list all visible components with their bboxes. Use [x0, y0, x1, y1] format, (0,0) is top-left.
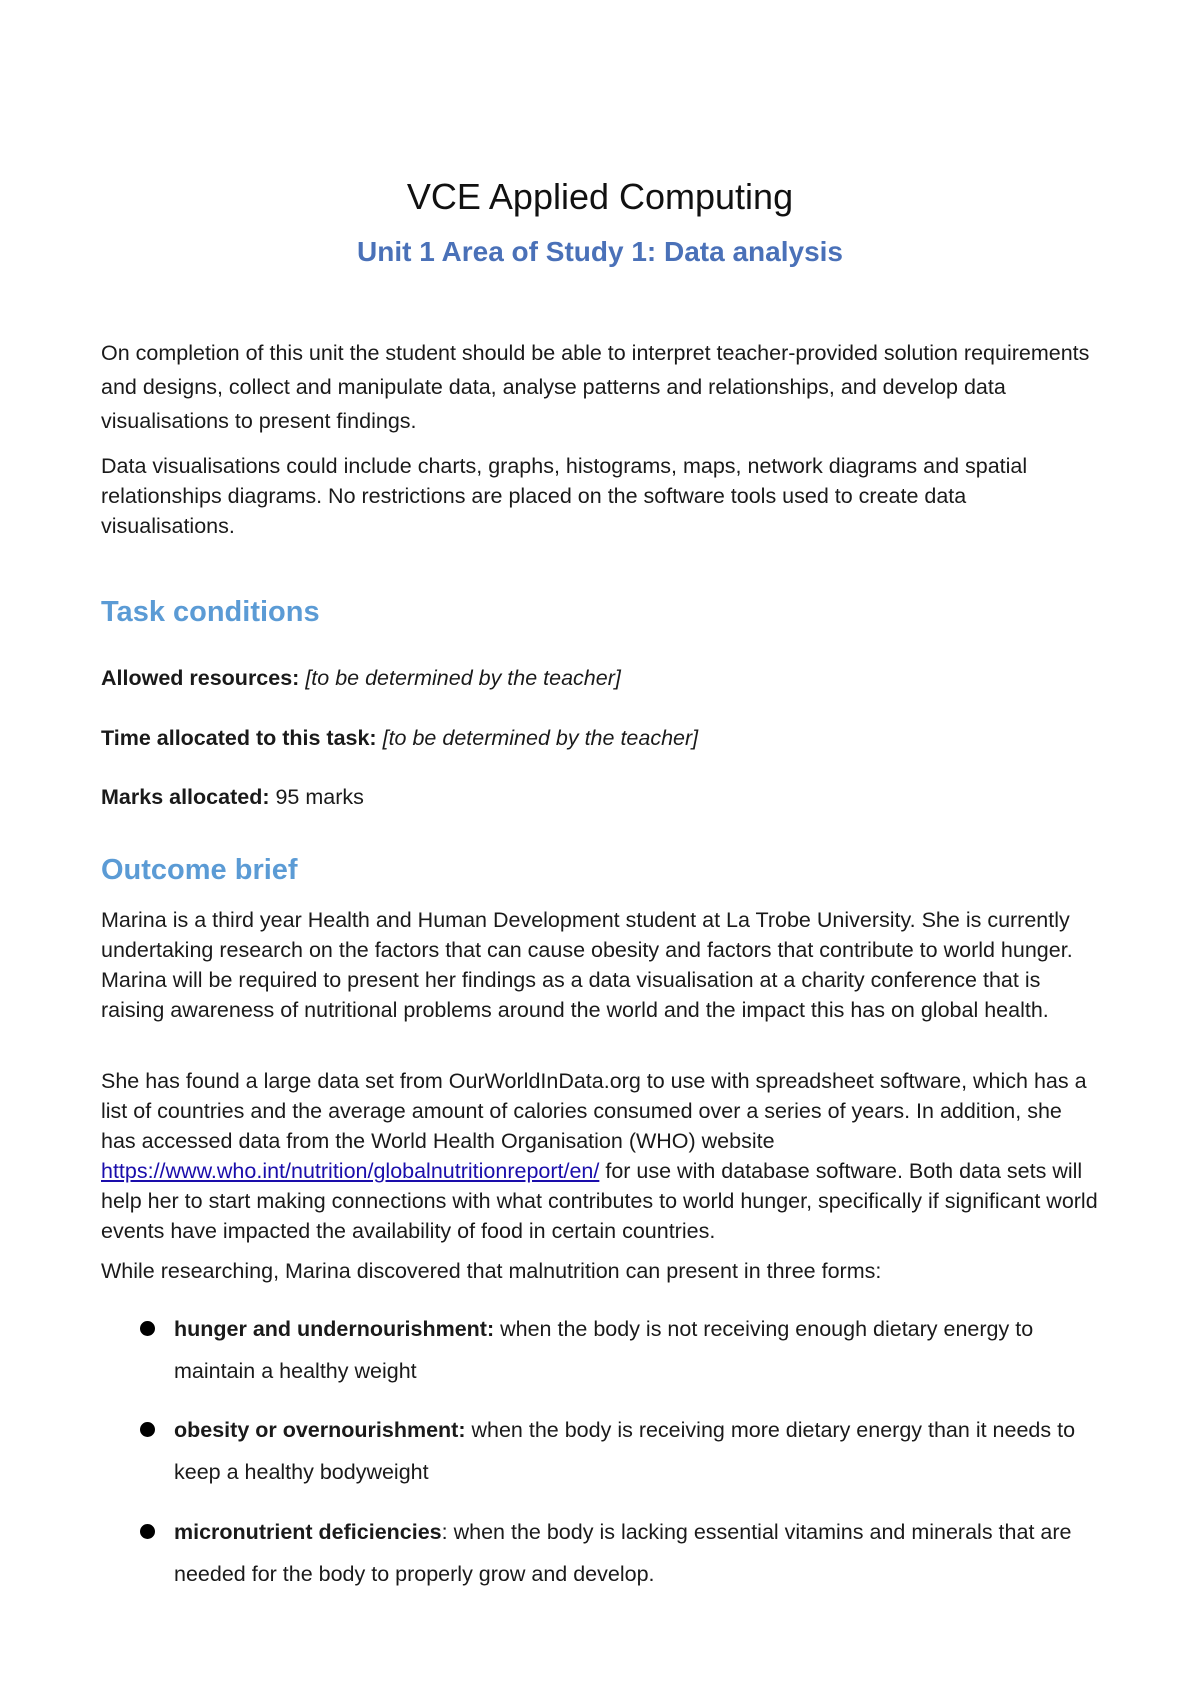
outcome-paragraph-2-text-a: She has found a large data set from OurWorldInData.org to use with spreadsheet software, which has a list of countries and the average amount of calories consumed over a series of years. In addition, she has accessed data from the World Health Organisation (WHO) website	[101, 1069, 1087, 1153]
list-item-term: obesity or overnourishment:	[174, 1418, 466, 1442]
list-item	[140, 1308, 1100, 1392]
time-allocated-label: Time allocated to this task:	[101, 726, 377, 750]
list-item-term: hunger and undernourishment:	[174, 1317, 495, 1341]
list-item	[140, 1511, 1100, 1595]
allowed-resources-value: [to be determined by the teacher]	[305, 666, 621, 690]
time-allocated-value: [to be determined by the teacher]	[382, 726, 699, 750]
allowed-resources-label: Allowed resources:	[101, 666, 300, 690]
list-item-text	[174, 1409, 1100, 1493]
list-item-desc: when the body is lacking essential vitamins and minerals that are needed for the body to properly grow and develop.	[174, 1520, 1072, 1586]
marks-allocated-value: 95 marks	[275, 785, 364, 809]
outcome-brief-heading: Outcome brief	[101, 854, 298, 886]
outcome-paragraph-2-text-b: for use with database software. Both data sets will help her to start making connections with what contributes to world hunger, specifically if significant world events have impacted the availability of food in certain countries.	[101, 1159, 1098, 1243]
bullet-icon	[140, 1321, 155, 1336]
allowed-resources	[101, 666, 621, 691]
intro-paragraph-2: Data visualisations could include charts, graphs, histograms, maps, network diagrams and spatial relationships diagrams. No restrictions are placed on the software tools used to create data visualisations.	[101, 454, 1028, 538]
outcome-paragraph-3: While researching, Marina discovered that malnutrition can present in three forms:	[101, 1259, 882, 1283]
marks-allocated-label: Marks allocated:	[101, 785, 270, 809]
list-item-text	[174, 1511, 1100, 1595]
time-allocated	[101, 726, 698, 751]
list-item-term: micronutrient deficiencies	[174, 1520, 442, 1544]
marks-allocated	[101, 785, 364, 810]
document-title: VCE Applied Computing	[406, 176, 794, 217]
list-item	[140, 1409, 1100, 1493]
list-item-text	[174, 1308, 1100, 1392]
list-item-desc: when the body is receiving more dietary energy than it needs to keep a healthy bodyweight	[174, 1418, 1076, 1484]
document-subtitle: Unit 1 Area of Study 1: Data analysis	[357, 236, 843, 267]
list-item-desc: when the body is not receiving enough dietary energy to maintain a healthy weight	[174, 1317, 1034, 1383]
outcome-paragraph-1: Marina is a third year Health and Human Development student at La Trobe University. She is currently undertaking research on the factors that can cause obesity and factors that contribute to world hunger. Marina will be required to present her findings as a data visualisation at a charity conference that is raising awareness of nutritional problems around the world and the impact this has on global health.	[101, 908, 1073, 1022]
bullet-icon	[140, 1524, 155, 1539]
list-item-sep: :	[441, 1520, 448, 1544]
task-conditions-heading: Task conditions	[101, 596, 320, 628]
who-report-link[interactable]: https://www.who.int/nutrition/globalnutritionreport/en/	[101, 1159, 600, 1183]
outcome-paragraph-2	[101, 1066, 1101, 1246]
bullet-icon	[140, 1422, 155, 1437]
intro-paragraph-1: On completion of this unit the student should be able to interpret teacher-provided solution requirements and designs, collect and manipulate data, analyse patterns and relationships, and develop data visualisations to present findings.	[101, 341, 1090, 433]
